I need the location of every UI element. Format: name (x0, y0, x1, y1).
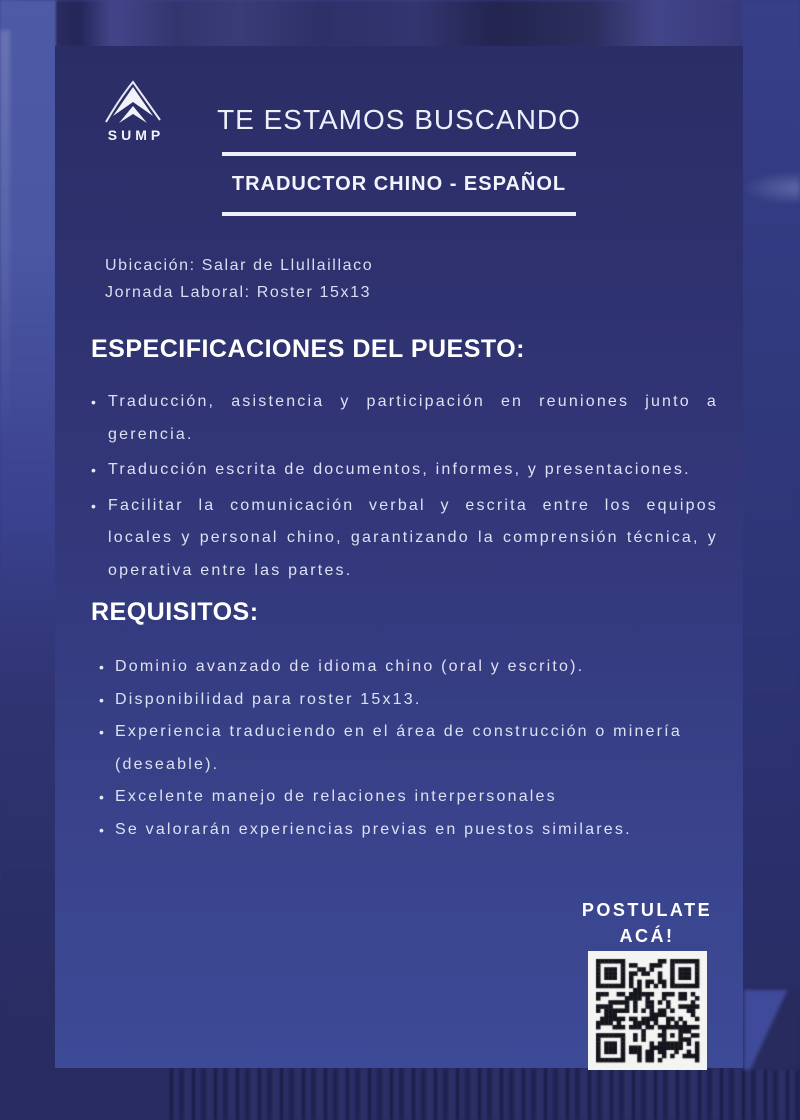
qr-code[interactable] (588, 951, 707, 1070)
logo-brand-name: SUMP (107, 127, 165, 143)
list-item: • Excelente manejo de relaciones interpersonales (99, 781, 718, 814)
job-details (105, 252, 373, 306)
list-item: • Traducción escrita de documentos, informes, y presentaciones. (91, 454, 718, 487)
section-heading-especificaciones: ESPECIFICACIONES DEL PUESTO: (91, 335, 525, 363)
divider-line-bottom (222, 212, 576, 216)
list-item: • Traducción, asistencia y participación en reuniones junto a gerencia. (91, 386, 718, 451)
list-item: • Se valorarán experiencias previas en puestos similares. (99, 814, 718, 847)
list-item: • Dominio avanzado de idioma chino (oral y escrito). (99, 651, 718, 684)
divider-line-top (222, 152, 576, 156)
requirements-list (91, 651, 718, 846)
list-item: • Experiencia traduciendo en el área de construcción o minería (deseable). (99, 716, 718, 781)
job-title: TRADUCTOR CHINO - ESPAÑOL (231, 173, 567, 195)
list-item: • Facilitar la comunicación verbal y escrita entre los equipos locales y personal chino, garantizando la comprensión técnica, y operativa entre las partes. (91, 490, 718, 588)
apply-call-to-action: POSTULATE ACÁ! (581, 900, 713, 946)
location-text: Ubicación: Salar de Llullaillaco (105, 257, 374, 274)
flyer-card (55, 46, 743, 1068)
flyer-header (55, 102, 743, 216)
schedule-text: Jornada Laboral: Roster 15x13 (105, 284, 372, 301)
background-highlight (0, 30, 10, 450)
background-curve (744, 160, 800, 230)
list-item: • Disponibilidad para roster 15x13. (99, 684, 718, 717)
apply-section (567, 897, 727, 1070)
specifications-list (91, 386, 718, 587)
headline: TE ESTAMOS BUSCANDO (217, 104, 581, 135)
background-corner (744, 990, 800, 1070)
background-top-strip (0, 0, 800, 48)
background-streaks (170, 1068, 800, 1120)
flyer-body (91, 334, 718, 846)
section-heading-requisitos: REQUISITOS: (91, 598, 259, 626)
